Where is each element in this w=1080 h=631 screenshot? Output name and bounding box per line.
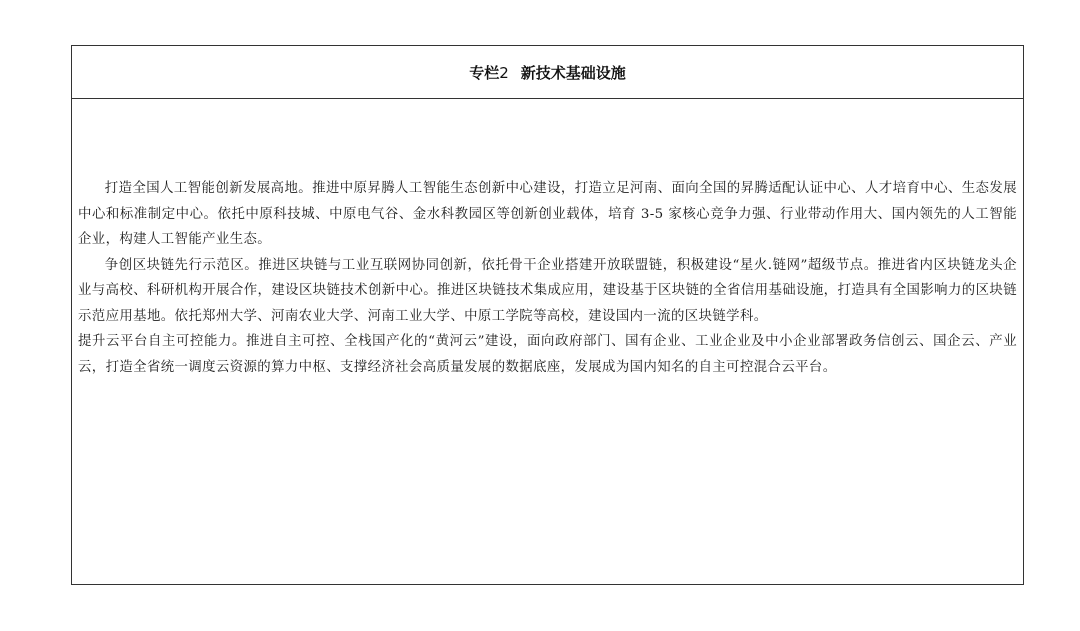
column-label [469, 62, 509, 83]
column-header [72, 46, 1023, 99]
column-box [71, 45, 1024, 585]
paragraph-blockchain: 争创区块链先行示范区。推进区块链与工业互联网协同创新，依托骨干企业搭建开放联盟链，积极建设“星火.链网”超级节点。推进省内区块链龙头企业与高校、科研机构开展合作，建设区块链技术创新中心。推进区块链技术集成应用，建设基于区块链的全省信用基础设施，打造具有全国影响力的区块链示范应用基地。依托郑州大学、河南农业大学、河南工业大学、中原工学院等高校，建设国内一流的区块链学科。 [78, 257, 1017, 324]
column-tag: 专栏 [469, 63, 500, 82]
paragraph-ai: 打造全国人工智能创新发展高地。推进中原昇腾人工智能生态创新中心建设，打造立足河南、面向全国的昇腾适配认证中心、人才培育中心、生态发展中心和标准制定中心。依托中原科技城、中原电气谷、金水科教园区等创新创业载体，培育 3-5 家核心竞争力强、行业带动作用大、国内领先的人工智能企业，构建人工智能产业生态。 [78, 181, 1017, 247]
column-body [78, 176, 1017, 380]
paragraph-cloud: 提升云平台自主可控能力。推进自主可控、全栈国产化的“黄河云”建设，面向政府部门、国有企业、工业企业及中小企业部署政务信创云、国企云、产业云，打造全省统一调度云资源的算力中枢、支撑经济社会高质量发展的数据底座，发展成为国内知名的自主可控混合云平台。 [78, 334, 1017, 375]
column-number: 2 [499, 63, 509, 82]
column-title: 新技术基础设施 [520, 63, 626, 82]
